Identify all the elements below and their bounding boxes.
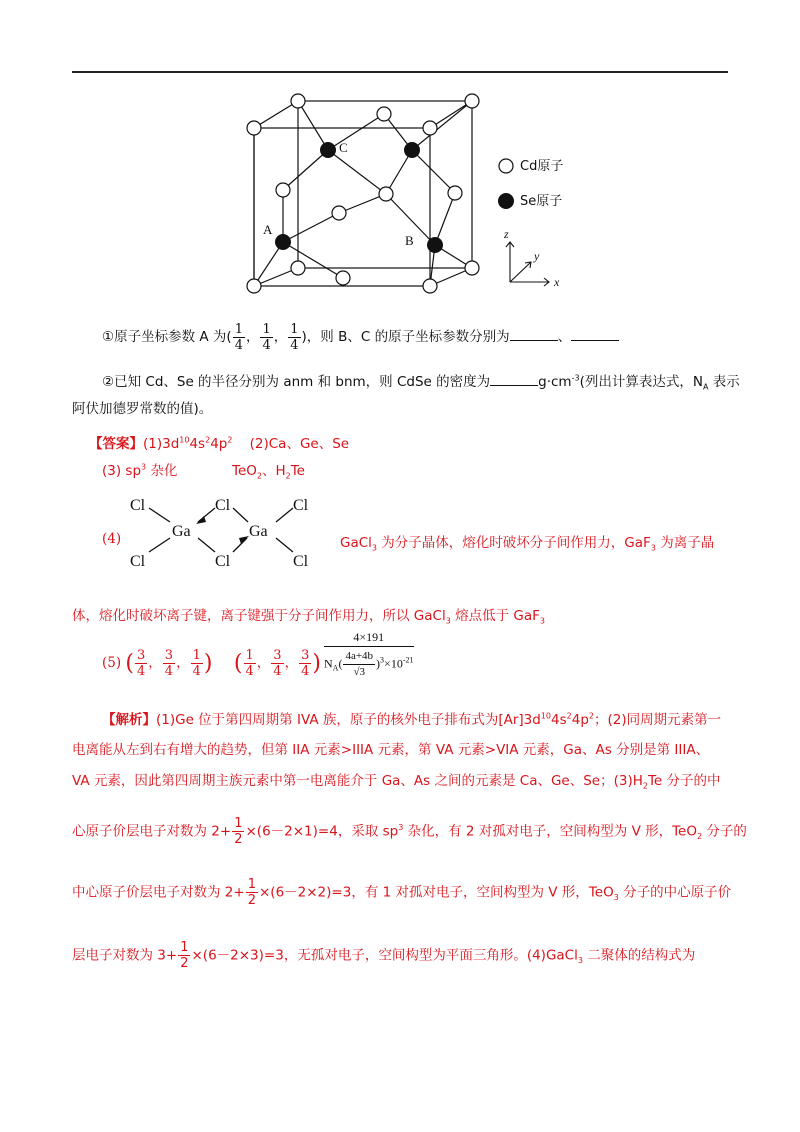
ga2cl6-structure: [120, 485, 330, 575]
answer-line-3-molecules: TeO$_2$、$H_2Te$: [232, 463, 305, 481]
analysis-line-6: 层电子对数为 3+ $\frac{1}{2}$ ×(6－2×3)=3，无孤对电子，空间构型为平面三角形。(4)GaCl$_3$ 二聚体的结构式为: [72, 940, 696, 971]
analysis-line-4: 心原子价层电子对数为 2+ $\frac{1}{2}$ ×(6－2×1)=4，采取 $sp^3$ 杂化，有 2 对孤对电子，空间构型为 V 形，TeO$_2$ 分子的: [72, 816, 747, 847]
answer-tag: 【答案】: [89, 436, 143, 452]
legend-se: Se原子: [520, 194, 563, 209]
analysis-tag: 【解析】: [102, 712, 156, 728]
question-2-line-2: 阿伏加德罗常数的值)。: [72, 401, 213, 417]
struct-cl-6: Cl: [293, 553, 309, 570]
atom-label-a: A: [263, 222, 273, 237]
axis-z-label: z: [504, 227, 509, 241]
answer-blank-b: [510, 328, 558, 341]
a5-f1-3: $\frac{1}{4}$: [192, 648, 201, 679]
a5-f2-2: $\frac{3}{4}$: [273, 648, 282, 679]
question-1: ①原子坐标参数 A 为( $\frac{1}{4}$ ， $\frac{1}{4}$ ， $\frac{1}{4}$ )，则 B、C 的原子坐标参数分别为 、: [102, 322, 619, 353]
answer-blank-density: [490, 373, 538, 386]
axis-x-label: x: [554, 275, 560, 289]
a5-f1-1: $\frac{3}{4}$: [137, 648, 146, 679]
question-2-line-1: ②已知 Cd、Se 的半径分别为 anm 和 bnm，则 CdSe 的密度为 $g\cdot cm^{-3}$(列出计算表达式，$N_A$ 表示: [102, 373, 740, 392]
analysis-line-1: 【解析】(1)Ge 位于第四周期第 IVA 族，原子的核外电子排布式为$[Ar]3d^{10}4s^24p^2$；(2)同周期元素第一: [102, 711, 722, 728]
struct-cl-1: Cl: [130, 497, 146, 514]
legend-cd: Cd原子: [520, 159, 564, 174]
struct-cl-2: Cl: [215, 497, 231, 514]
analysis-line-2: 电离能从左到右有增大的趋势，但第 IIA 元素>IIIA 元素，第 VA 元素>VIA 元素，Ga、As 分别是第 IIIA、: [72, 742, 710, 758]
a5-f1-2: $\frac{3}{4}$: [164, 648, 174, 679]
q1-frac-3: $\frac{1}{4}$: [290, 322, 299, 353]
density-expression: 4×191 $N_A$( $\frac{4a+4b}{√3}$ )$^3\times 10^{-21}$: [324, 630, 414, 678]
analysis-line-5: 中心原子价层电子对数为 2+ $\frac{1}{2}$ ×(6－2×2)=3，有 1 对孤对电子，空间构型为 V 形，TeO$_3$ 分子的中心原子价: [72, 877, 732, 908]
answer-blank-c: [571, 328, 619, 341]
answer-line-3: (3) $sp^3$ 杂化: [102, 462, 178, 479]
answer-line-1: 【答案】$(1)3d^{10}4s^24p^2$ (2)Ca、Ge、Se: [89, 435, 350, 452]
answer-4-text: GaCl$_3$ 为分子晶体，熔化时破坏分子间作用力，GaF$_3$ 为离子晶: [340, 535, 715, 553]
q1-frac-1: $\frac{1}{4}$: [234, 322, 243, 353]
analysis-line-3: VA 元素，因此第四周期主族元素中第一电离能介于 Ga、As 之间的元素是 Ca、Ge、Se；$(3)H_2Te$ 分子的中: [72, 773, 721, 791]
q1-tail: )，则 B、C 的原子坐标参数分别为: [301, 329, 510, 345]
struct-cl-3: Cl: [293, 497, 309, 514]
struct-cl-4: Cl: [130, 553, 146, 570]
atom-label-b: B: [405, 233, 414, 248]
cdse-unit-cell-figure: [230, 88, 590, 298]
axis-y-label: y: [534, 249, 540, 263]
q1-lead: ①原子坐标参数 A 为(: [102, 329, 232, 345]
atom-label-c: C: [339, 140, 348, 155]
answer-4-line-2: 体，熔化时破坏离子键，离子键强于分子间作用力，所以 GaCl$_3$ 熔点低于 GaF$_3$: [72, 608, 545, 626]
struct-cl-5: Cl: [215, 553, 231, 570]
q1-frac-2: $\frac{1}{4}$: [262, 322, 271, 353]
answer-4-label: (4): [102, 531, 122, 547]
answer-5: (5) ( $\frac{3}{4}$ ， $\frac{3}{4}$ ， $\frac{1}{4}$ ) ( $\frac{1}{4}$ ， $\frac{3}{4}$ ， $\frac{3}{4}$ ): [102, 648, 321, 679]
struct-ga-1: Ga: [172, 523, 191, 540]
struct-ga-2: Ga: [249, 523, 268, 540]
a5-f2-3: $\frac{3}{4}$: [301, 648, 310, 679]
a5-f2-1: $\frac{1}{4}$: [245, 648, 254, 679]
top-rule: [72, 71, 728, 73]
